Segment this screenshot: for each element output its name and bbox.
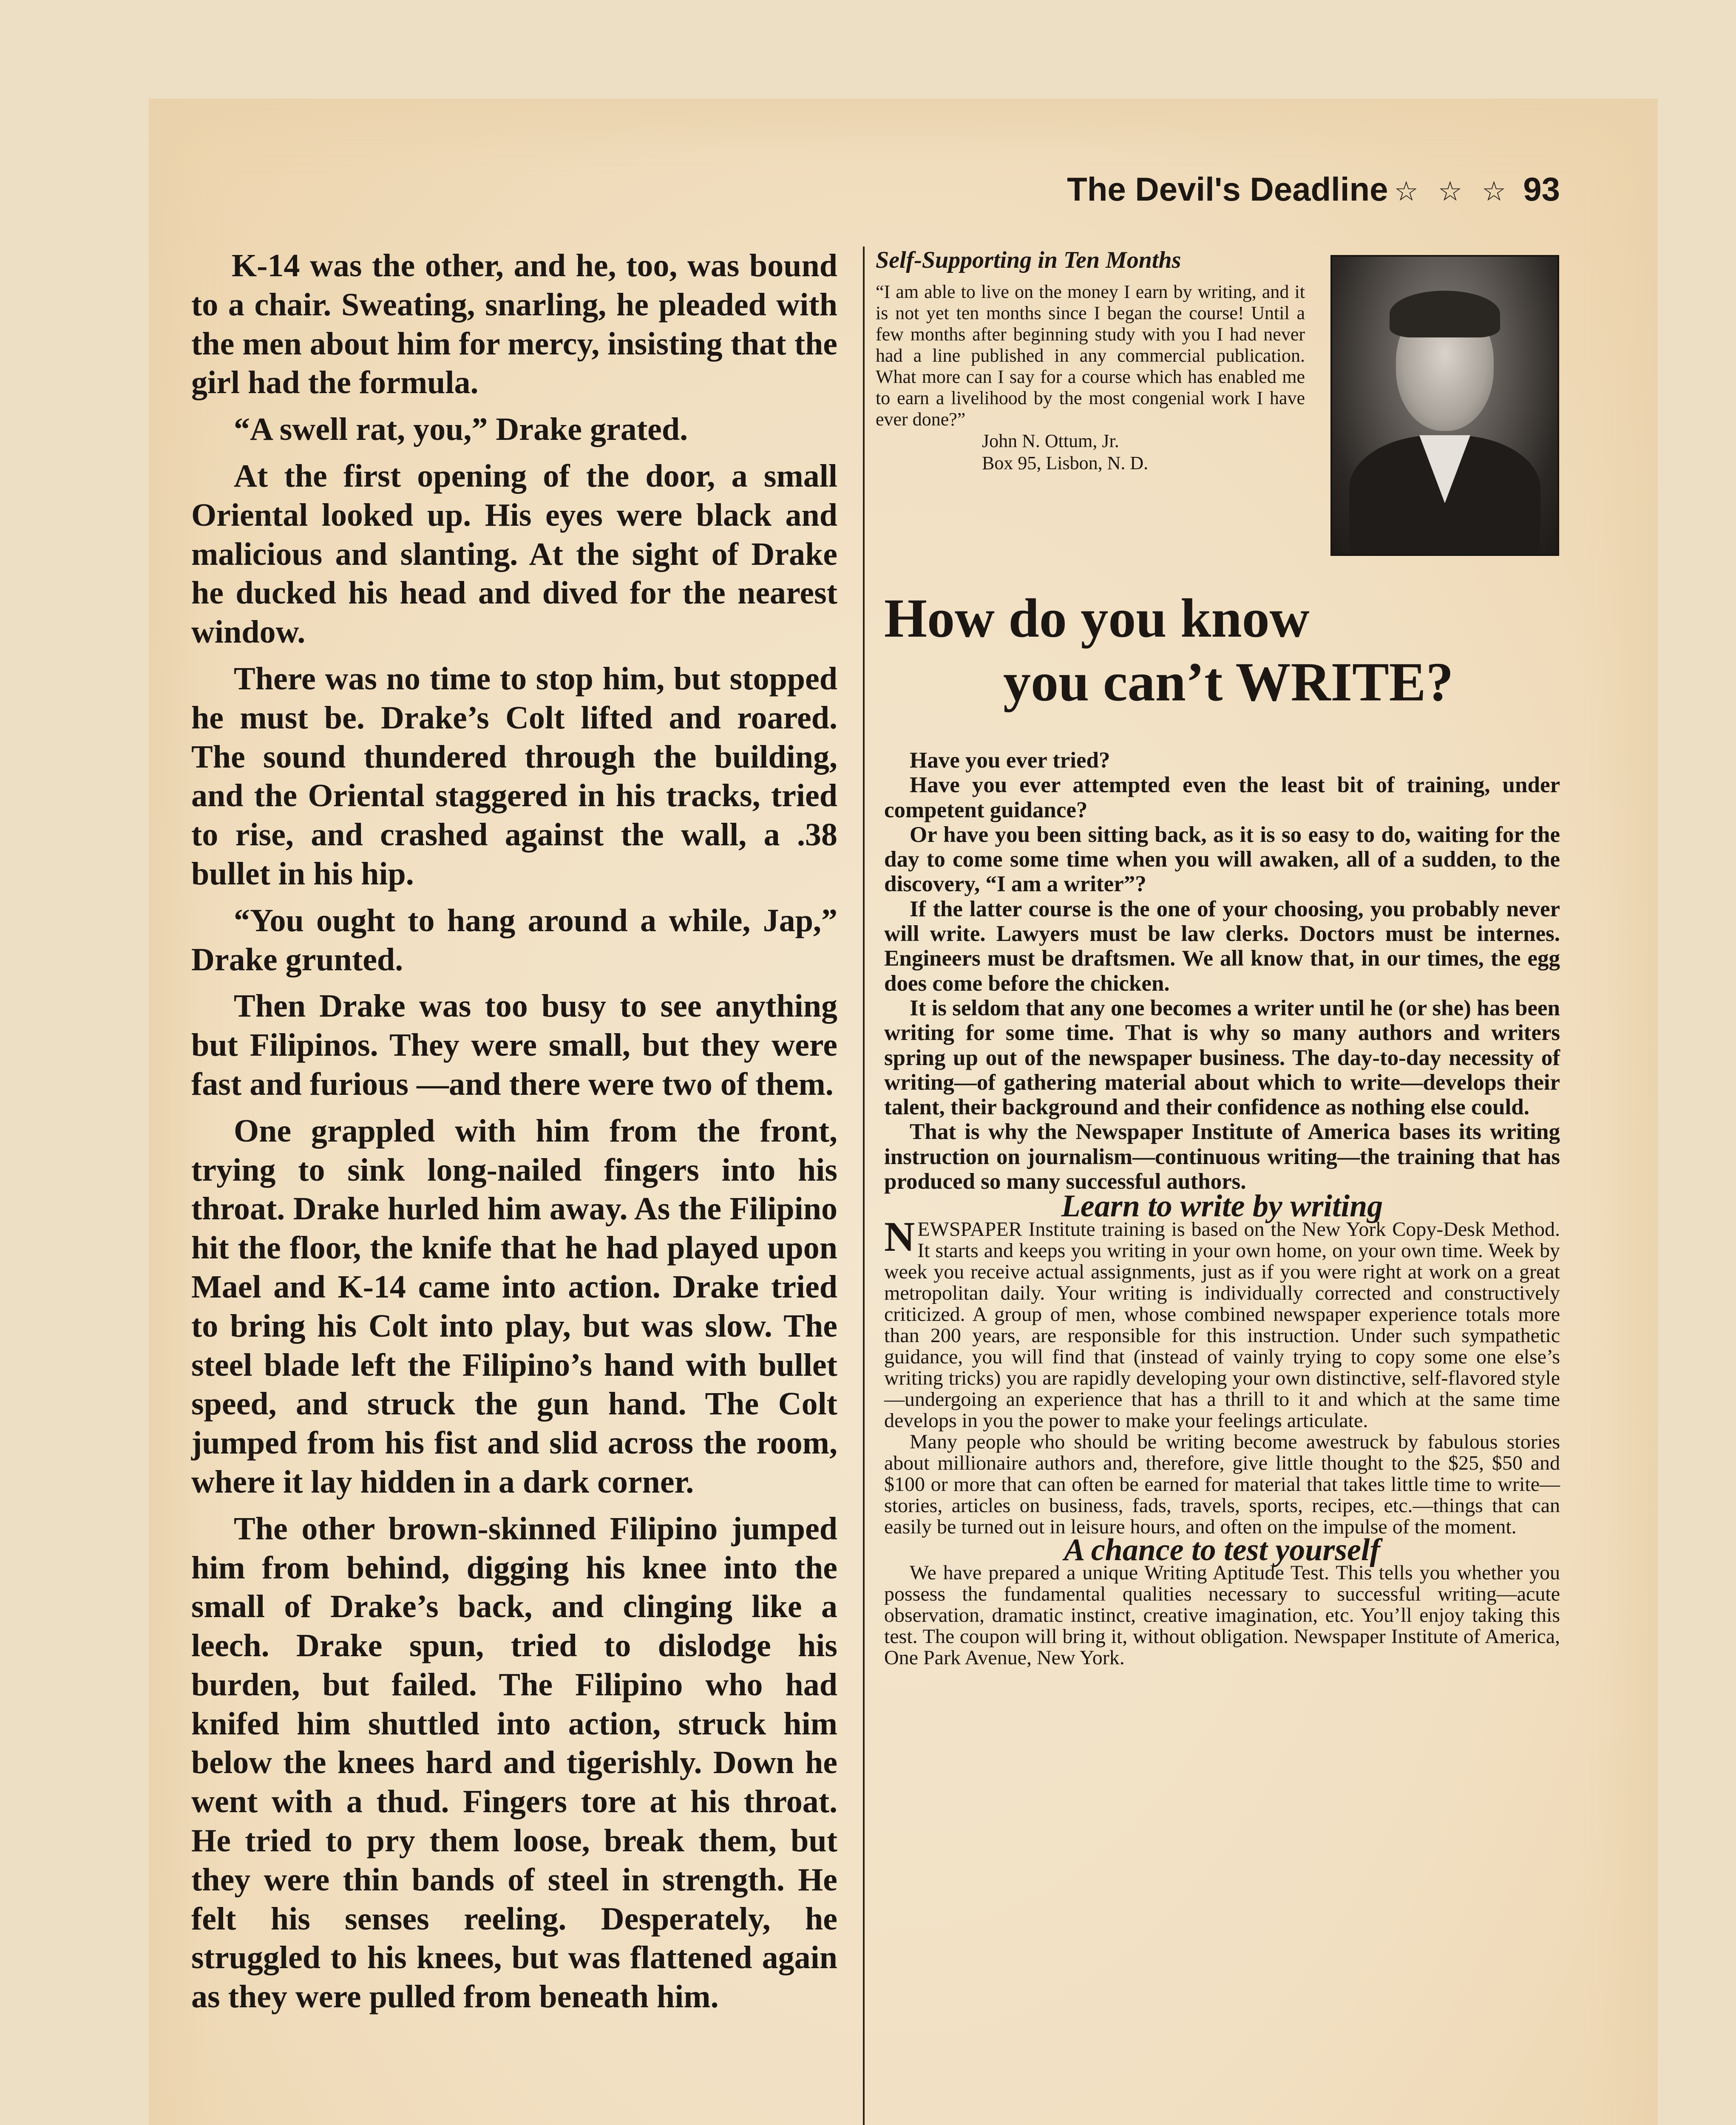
headline-line-1: How do you know xyxy=(884,588,1310,649)
testimonial-name: John N. Ottum, Jr. xyxy=(982,431,1119,451)
ad-paragraph: EWSPAPER Institute training is based on the New York Copy-Desk Method. It starts and keeps you writing in your own home, on your own time. Week by week you receive actual assignments, just as if you were right at work on a great metropolitan daily. Your writing is individually corrected and constructively criticized. A group of men, whose combined newspaper experience totals more than 200 years, are responsible for this instruction. Under such sympathetic guidance, you will find that (instead of vainly trying to copy some one else’s writing tricks) you are rapidly developing your own distinctive, self-flavored style—undergoing an experience that has a thrill to it and which at the same time develops in you the power to make your feelings articulate. xyxy=(884,1218,1560,1432)
ad-paragraph: Have you ever tried? xyxy=(910,748,1110,773)
testimonial xyxy=(876,246,1305,474)
star-icons: ☆ ☆ ☆ xyxy=(1394,176,1512,207)
ad-body xyxy=(884,748,1560,1669)
ad-paragraph: If the latter course is the one of your choosing, you probably never will write. Lawyers must be law clerks. Doctors must be internes. Engineers must be draftsmen. We all know that, in our times, the egg does come before the chicken. xyxy=(884,896,1560,996)
test-section xyxy=(884,1562,1560,1669)
drop-cap: N xyxy=(884,1213,915,1260)
testimonial-quote: “I am able to live on the money I earn by writing, and it is not yet ten months since I began the course! Until a few months after beginning study with you I had never had a line published in any commercial publication. What more can I say for a course which has enabled me to earn a livelihood by the most congenial work I have ever done?” xyxy=(876,281,1305,430)
story-paragraph: At the first opening of the door, a small Oriental looked up. His eyes were black and malicious and slanting. At the sight of Drake he ducked his head and dived for the nearest window. xyxy=(191,458,837,650)
method-section xyxy=(884,1213,1560,1538)
ad-paragraph: Many people who should be writing become awestruck by fabulous stories about millionaire authors and, therefore, give little thought to the $25, $50 and $100 or more that can often be earned for material that takes little time to write—stories, articles on business, fads, travels, sports, recipes, etc.—things that can easily be turned out in leisure hours, and often on the impulse of the moment. xyxy=(884,1430,1560,1538)
subhead-test: A chance to test yourself xyxy=(1064,1532,1381,1567)
page-number: 93 xyxy=(1523,170,1560,208)
portrait-photo xyxy=(1330,255,1559,556)
testimonial-title: Self-Supporting in Ten Months xyxy=(876,247,1181,273)
story-paragraph: The other brown-skinned Filipino jumped him from behind, digging his knee into the small of Drake’s back, and clinging like a leech. Drake spun, tried to dislodge his burden, but failed. The Filipino who had knifed him shuttled into action, struck him below the knees hard and tigerishly. Down he went with a thud. Fingers tore at his throat. He tried to pry them loose, break them, but they were thin bands of steel in strength. He felt his senses reeling. Desperately, he struggled to his knees, but was flattened again as they were pulled from beneath him. xyxy=(191,1510,837,2015)
story-paragraph: There was no time to stop him, but stopped he must be. Drake’s Colt lifted and roared. The sound thundered through the building, and the Oriental staggered in his tracks, tried to rise, and crashed against the wall, a .38 bullet in his hip. xyxy=(191,660,837,892)
column-divider xyxy=(863,246,865,2125)
ad-paragraph: Or have you been sitting back, as it is so easy to do, waiting for the day to come some time when you will awaken, all of a sudden, to the discovery, “I am a writer”? xyxy=(884,822,1560,897)
story-paragraph: Then Drake was too busy to see anything but Filipinos. They were small, but they were fast and furious —and there were two of them. xyxy=(191,988,837,1102)
subhead-learn: Learn to write by writing xyxy=(1061,1189,1383,1224)
story-paragraph: “You ought to hang around a while, Jap,” Drake grunted. xyxy=(191,902,837,978)
testimonial-address: Box 95, Lisbon, N. D. xyxy=(982,453,1149,473)
story-title: The Devil's Deadline xyxy=(1067,170,1388,208)
ad-paragraph: It is seldom that any one becomes a writer until he (or she) has been writing for some time. That is why so many authors and writers spring up out of the newspaper business. The day-to-day necessity of writing—of gathering material about which to write—develops their talent, their background and their confidence as nothing else could. xyxy=(884,995,1560,1120)
ad-headline xyxy=(876,586,1560,714)
story-paragraph: K-14 was the other, and he, too, was bound to a chair. Sweating, snarling, he pleaded with the men about him for mercy, insisting that the girl had the formula. xyxy=(191,248,837,401)
story-paragraph: One grappled with him from the front, trying to sink long-nailed fingers into his throat. Drake hurled him away. As the Filipino hit the floor, the knife that he had played upon Mael and K-14 came into action. Drake tried to bring his Colt into play, but was slow. The steel blade left the Filipino’s hand with bullet speed, and struck the gun hand. The Colt jumped from his fist and slid across the room, where it lay hidden in a dark corner. xyxy=(191,1113,837,1500)
ad-paragraph: That is why the Newspaper Institute of America bases its writing instruction on journalism—continuous writing—the training that has produced so many successful authors. xyxy=(884,1119,1560,1194)
ad-paragraph: Have you ever attempted even the least bit of training, under competent guidance? xyxy=(884,773,1560,822)
story-column xyxy=(191,246,837,2024)
running-header xyxy=(1012,170,1560,217)
ad-paragraph: We have prepared a unique Writing Aptitude Test. This tells you whether you possess the fundamental qualities necessary to successful writing—acute observation, dramatic instinct, creative imagination, etc. You’ll enjoy taking this test. The coupon will bring it, without obligation. Newspaper Institute of America, One Park Avenue, New York. xyxy=(884,1561,1560,1669)
story-paragraph: “A swell rat, you,” Drake grated. xyxy=(234,411,688,448)
headline-line-2: you can’t WRITE? xyxy=(1003,652,1454,713)
